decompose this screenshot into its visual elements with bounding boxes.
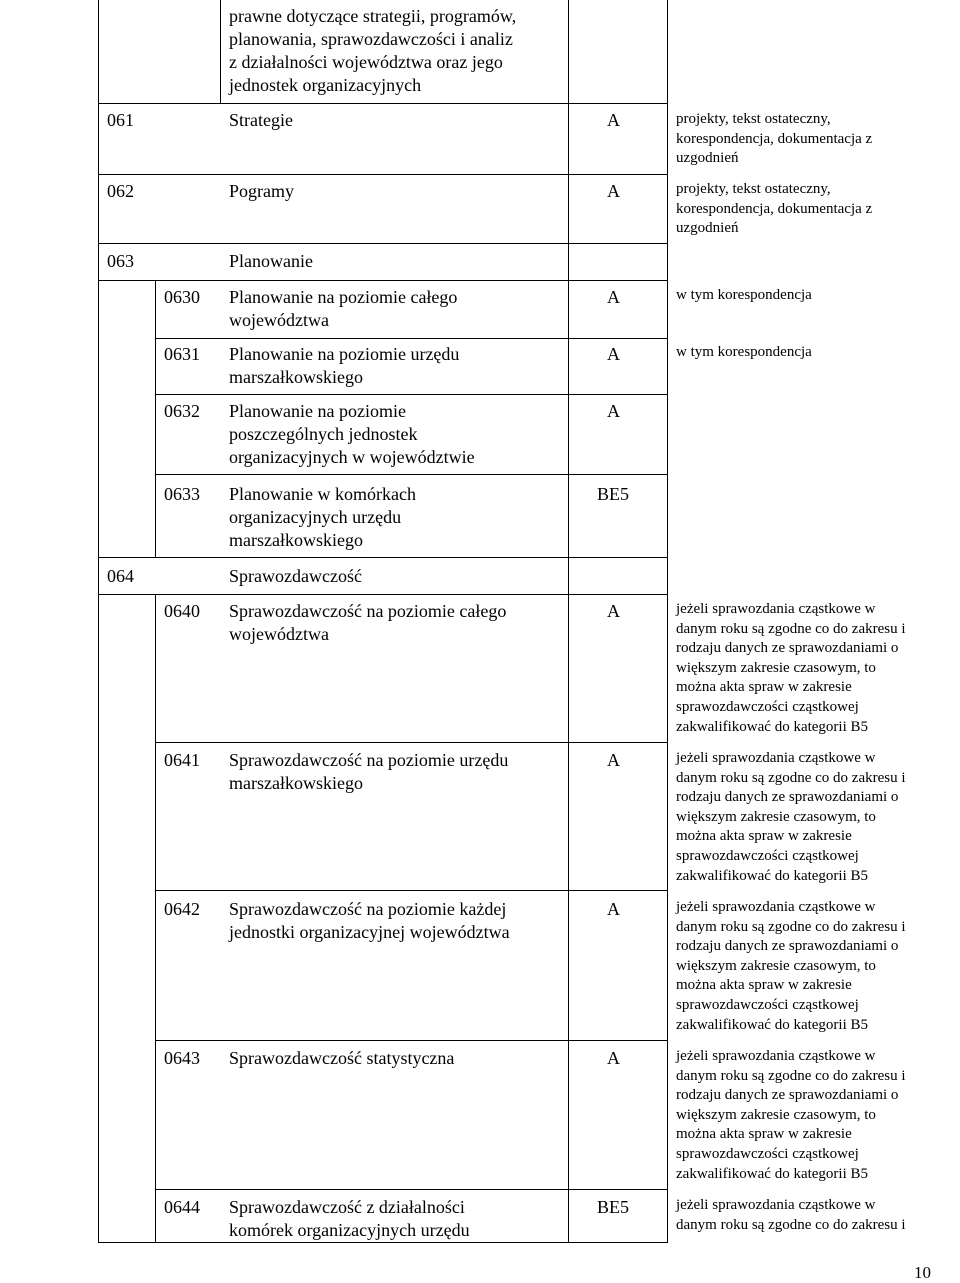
note-line: danym roku są zgodne co do zakresu i	[676, 918, 906, 935]
note-line: korespondencja, dokumentacja z	[676, 130, 873, 147]
title-line: organizacyjnych w województwie	[229, 447, 475, 467]
row-category: A	[607, 750, 620, 770]
title-line: Planowanie na poziomie całego	[229, 287, 458, 307]
note-line: można akta spraw w zakresie	[676, 828, 852, 845]
title-line: Sprawozdawczość z działalności	[229, 1197, 465, 1217]
row-category: BE5	[597, 1197, 630, 1217]
title-line: Planowanie w komórkach	[229, 484, 416, 504]
rule	[155, 1189, 668, 1190]
row-title: Planowanie	[229, 251, 313, 271]
note-line: projekty, tekst ostateczny,	[676, 111, 831, 127]
note-line: rodzaju danych ze sprawozdaniami o	[676, 789, 899, 806]
row-category: A	[607, 344, 620, 364]
row-title: Strategie	[229, 110, 293, 130]
row-notes	[676, 1196, 906, 1235]
title-line: Sprawozdawczość na poziomie urzędu	[229, 750, 509, 770]
title-line: marszałkowskiego	[229, 367, 363, 387]
row-category: BE5	[597, 484, 630, 504]
row-category: A	[607, 110, 620, 130]
note-line: można akta spraw w zakresie	[676, 977, 852, 994]
intro-line: jednostek organizacyjnych	[229, 75, 422, 95]
title-line: Planowanie na poziomie urzędu	[229, 344, 460, 364]
page-number: 10	[914, 1263, 931, 1282]
row-code: 062	[107, 181, 134, 201]
vrule	[155, 280, 156, 558]
intro-line: z działalności województwa oraz jego	[229, 52, 503, 72]
note-line: jeżeli sprawozdania cząstkowe w	[676, 899, 876, 915]
note-line: danym roku są zgodne co do zakresu i	[676, 1216, 906, 1233]
rule	[98, 1242, 668, 1243]
note-line: zakwalifikować do kategorii B5	[676, 1016, 869, 1033]
rule	[155, 474, 668, 475]
note-line: danym roku są zgodne co do zakresu i	[676, 769, 906, 786]
rule	[155, 890, 668, 891]
rule	[98, 243, 668, 244]
intro-text	[229, 5, 516, 97]
vrule	[98, 0, 99, 1243]
note-line: zakwalifikować do kategorii B5	[676, 867, 869, 884]
note-line: sprawozdawczości cząstkowej	[676, 847, 859, 864]
note-line: jeżeli sprawozdania cząstkowe w	[676, 1197, 876, 1213]
row-code: 0641	[164, 750, 200, 770]
title-line: Planowanie na poziomie	[229, 401, 406, 421]
row-title	[229, 400, 475, 469]
row-code: 0631	[164, 344, 200, 364]
row-category: A	[607, 1048, 620, 1068]
note-line: jeżeli sprawozdania cząstkowe w	[676, 601, 876, 617]
row-notes	[676, 1047, 906, 1184]
rule	[155, 742, 668, 743]
rule	[98, 594, 668, 595]
row-category: A	[607, 601, 620, 621]
row-code: 0644	[164, 1197, 200, 1217]
note-line: większym zakresie czasowym, to	[676, 957, 876, 974]
row-notes	[676, 180, 872, 239]
row-notes	[676, 898, 906, 1035]
row-code: 0640	[164, 601, 200, 621]
vrule	[155, 594, 156, 1243]
note-line: sprawozdawczości cząstkowej	[676, 698, 859, 715]
rule	[155, 1040, 668, 1041]
row-code: 0632	[164, 401, 200, 421]
row-title: Sprawozdawczość statystyczna	[229, 1048, 455, 1068]
note-line: uzgodnień	[676, 150, 739, 167]
row-notes	[676, 749, 906, 886]
row-notes	[676, 110, 872, 169]
title-line: Sprawozdawczość na poziomie każdej	[229, 899, 507, 919]
note-line: sprawozdawczości cząstkowej	[676, 996, 859, 1013]
intro-line: planowania, sprawozdawczości i analiz	[229, 29, 513, 49]
row-title	[229, 749, 508, 795]
note-line: korespondencja, dokumentacja z	[676, 200, 873, 217]
intro-line: prawne dotyczące strategii, programów,	[229, 6, 517, 26]
title-line: jednostki organizacyjnej województwa	[229, 922, 510, 942]
row-title	[229, 898, 510, 944]
note-line: uzgodnień	[676, 220, 739, 237]
note-line: większym zakresie czasowym, to	[676, 659, 876, 676]
row-title	[229, 600, 506, 646]
note-line: rodzaju danych ze sprawozdaniami o	[676, 640, 899, 657]
title-line: marszałkowskiego	[229, 530, 363, 550]
note-line: jeżeli sprawozdania cząstkowe w	[676, 750, 876, 766]
note-line: można akta spraw w zakresie	[676, 679, 852, 696]
title-line: województwa	[229, 624, 329, 644]
row-title: Pogramy	[229, 181, 294, 201]
note-line: jeżeli sprawozdania cząstkowe w	[676, 1048, 876, 1064]
vrule	[667, 0, 668, 1243]
row-title	[229, 483, 416, 552]
row-title	[229, 286, 457, 332]
note-line: zakwalifikować do kategorii B5	[676, 1165, 869, 1182]
row-notes	[676, 600, 906, 737]
rule	[98, 103, 668, 104]
note-line: rodzaju danych ze sprawozdaniami o	[676, 1087, 899, 1104]
title-line: poszczególnych jednostek	[229, 424, 418, 444]
note-line: zakwalifikować do kategorii B5	[676, 718, 869, 735]
row-code: 061	[107, 110, 134, 130]
note-line: danym roku są zgodne co do zakresu i	[676, 620, 906, 637]
row-code: 0630	[164, 287, 200, 307]
row-category: A	[607, 401, 620, 421]
title-line: komórek organizacyjnych urzędu	[229, 1220, 470, 1240]
row-code: 064	[107, 566, 134, 586]
row-code: 063	[107, 251, 134, 271]
row-category: A	[607, 287, 620, 307]
note-line: sprawozdawczości cząstkowej	[676, 1145, 859, 1162]
note-line: można akta spraw w zakresie	[676, 1126, 852, 1143]
rule	[98, 280, 668, 281]
rule	[155, 394, 668, 395]
rule	[98, 174, 668, 175]
rule	[98, 557, 668, 558]
title-line: województwa	[229, 310, 329, 330]
vrule	[220, 0, 221, 103]
title-line: marszałkowskiego	[229, 773, 363, 793]
row-code: 0643	[164, 1048, 200, 1068]
row-title	[229, 1196, 470, 1242]
vrule	[568, 0, 569, 1243]
rule	[155, 338, 668, 339]
row-code: 0642	[164, 899, 200, 919]
note-line: większym zakresie czasowym, to	[676, 1106, 876, 1123]
title-line: organizacyjnych urzędu	[229, 507, 402, 527]
note-line: danym roku są zgodne co do zakresu i	[676, 1067, 906, 1084]
row-note: w tym korespondencja	[676, 344, 812, 360]
row-category: A	[607, 899, 620, 919]
row-category: A	[607, 181, 620, 201]
row-note: w tym korespondencja	[676, 287, 812, 303]
note-line: rodzaju danych ze sprawozdaniami o	[676, 938, 899, 955]
row-code: 0633	[164, 484, 200, 504]
note-line: większym zakresie czasowym, to	[676, 808, 876, 825]
row-title: Sprawozdawczość	[229, 566, 362, 586]
title-line: Sprawozdawczość na poziomie całego	[229, 601, 507, 621]
row-title	[229, 343, 459, 389]
note-line: projekty, tekst ostateczny,	[676, 181, 831, 197]
